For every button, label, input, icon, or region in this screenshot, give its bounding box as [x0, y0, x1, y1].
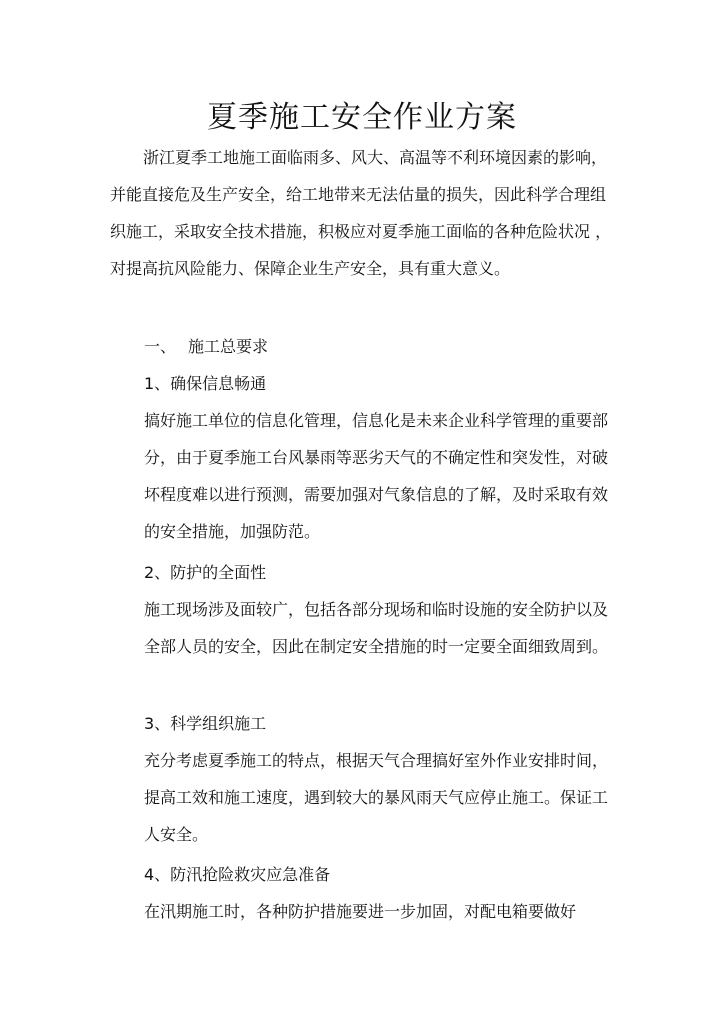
item-paragraph: 在汛期施工时，各种防护措施要进一步加固，对配电箱要做好: [144, 902, 577, 921]
item-heading: 2、防护的全面性: [144, 563, 267, 582]
section-number: 一、: [144, 337, 177, 356]
item-heading: 3、科学组织施工: [144, 714, 267, 733]
intro-paragraph: 浙江夏季工地施工面临雨多、风大、高温等不利环境因素的影响，并能直接危及生产安全，给工地带来无法估量的损失，因此科学合理组织施工，采取安全技术措施，积极应对夏季施工面临的各种危险状况 ，对提高抗风险能力、保障企业生产安全，具有重大意义。: [110, 148, 612, 278]
item-paragraph: 充分考虑夏季施工的特点，根据天气合理搞好室外作业安排时间，提高工效和施工速度，遇到较大的暴风雨天气应停止施工。保证工人安全。: [144, 751, 609, 844]
document-title: 夏季施工安全作业方案: [207, 100, 517, 135]
item-heading: 4、防汛抢险救灾应急准备: [144, 865, 331, 884]
item-heading: 1、确保信息畅通: [144, 374, 267, 393]
item-paragraph: 搞好施工单位的信息化管理，信息化是未来企业科学管理的重要部分，由于夏季施工台风暴雨等恶劣天气的不确定性和突发性，对破坏程度难以进行预测，需要加强对气象信息的了解，及时采取有效的安全措施，加强防范。: [144, 411, 609, 541]
item-paragraph: 施工现场涉及面较广，包括各部分现场和临时设施的安全防护以及全部人员的安全，因此在制定安全措施的时一定要全面细致周到。: [144, 600, 609, 656]
section-heading: [144, 328, 616, 365]
section-heading-text: 施工总要求: [188, 337, 269, 356]
